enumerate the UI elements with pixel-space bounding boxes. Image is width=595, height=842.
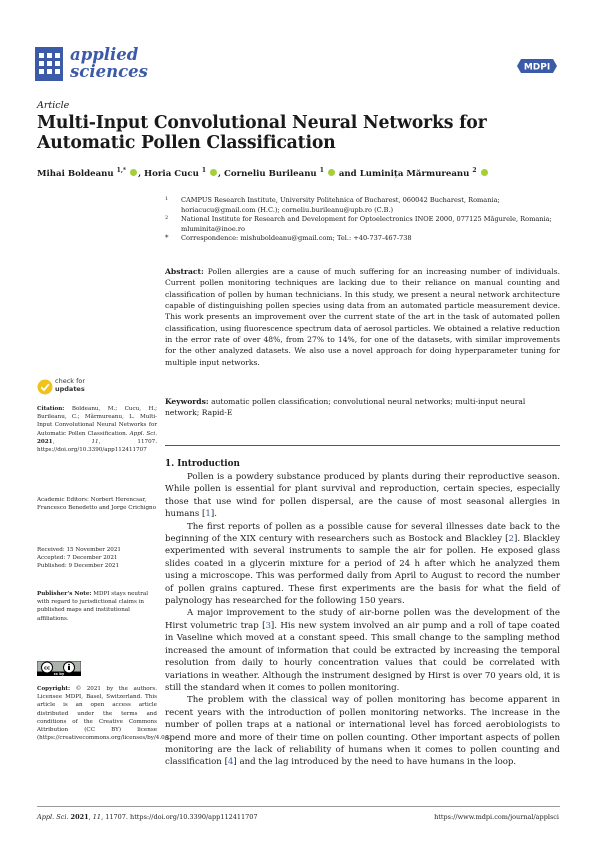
journal-logo-icon: [35, 47, 63, 81]
published-date: Published: 9 December 2021: [37, 563, 120, 570]
footer-divider: [37, 806, 560, 807]
svg-text:cc: cc: [44, 665, 50, 672]
abstract-text: Pollen allergies are a cause of much suffering for an increasing number of individuals. Current pollen monitoring techniques are lacking due to their reliance on manual counting and classification of pollen by human technicians. In this study, we present a neural network architecture capable of distinguishing pollen species using data from an automated particle measurement device. This work presents an improvement over the current state of the art in the task of automated pollen classification, using fluorescence spectrum data of aerosol particles. We obtained a relative reduction in the error rate of over 48%, from 27% to 14%, for one of the datasets, with similar improvements for the other analyzed datasets. We also use a novel approach for doing hyperparameter tuning for multiple input networks.: [165, 267, 560, 367]
accepted-date: Accepted: 7 December 2021: [37, 555, 118, 562]
orcid-icon[interactable]: [481, 169, 488, 176]
affiliations: [165, 196, 560, 244]
affiliation-mark: *: [165, 234, 169, 243]
paper-title: Multi-Input Convolutional Neural Networks for Automatic Pollen Classification: [37, 113, 487, 153]
author-list: [37, 167, 489, 179]
cc-by-license-icon[interactable]: [37, 661, 81, 676]
footer-journal-url[interactable]: https://www.mdpi.com/journal/applsci: [434, 813, 559, 821]
body-paragraph: [165, 471, 560, 521]
affiliation-mark: 1: [165, 196, 169, 202]
footer-doi[interactable]: 11707. https://doi.org/10.3390/app112411707: [105, 813, 258, 821]
author-separator: and: [335, 168, 360, 179]
keywords-label: Keywords:: [165, 397, 209, 406]
check-updates-label: [55, 378, 85, 393]
correspondence-item: [165, 234, 560, 244]
citation-block: Citation: Boldeanu, M.; Cucu, H.; Burileanu, C.; Mărmureanu, L. Multi-Input Convolutional Neural Networks for Automatic Pollen Classification. Appl. Sci. 2021, 11, 11707. https://doi.org/10.3390/app112411707: [37, 406, 158, 454]
abstract-label: Abstract:: [165, 267, 204, 276]
publisher-note-text: MDPI stays neutral with regard to jurisdictional claims in published maps and institutional affiliations.: [37, 591, 149, 622]
section-divider: [165, 445, 560, 446]
paragraph-text: A major improvement to the study of air-borne pollen was the development of the Hirst volumetric trap [: [165, 608, 560, 631]
body-paragraph: [165, 521, 560, 608]
author-name: Horia Cucu: [144, 168, 199, 179]
paragraph-text: ].: [210, 509, 217, 520]
author-affil-mark: 1,*: [116, 167, 127, 174]
footer-citation: Appl. Sci. 2021, 11, 11707. https://doi.org/10.3390/app112411707: [37, 813, 258, 821]
paragraph-text: The problem with the classical way of pollen monitoring has become apparent in recent years with the introduction of pollen monitoring networks. The increase in the number of pollen traps at a national or international level has forced aerobiologists to spend more and more of their time on pollen counting. Other important aspects of pollen monitoring are the lack of reliability of humans when it comes to pollen counting and classification [: [165, 695, 560, 768]
orcid-icon[interactable]: [130, 169, 137, 176]
citation-volume: 11: [91, 438, 99, 445]
check-updates-line1: check for: [55, 377, 86, 385]
section-heading: 1. Introduction: [165, 459, 240, 469]
keywords-text: automatic pollen classification; convolutional neural networks; multi-input neural network; Rapid-E: [165, 397, 526, 418]
mdpi-logo-icon: [517, 59, 557, 73]
author-separator: ,: [218, 168, 224, 179]
footer-journal: Appl. Sci.: [37, 813, 69, 821]
journal-name: [70, 46, 148, 80]
footer-volume: 11: [92, 813, 102, 821]
copyright-label: Copyright:: [37, 686, 71, 692]
author-name: Corneliu Burileanu: [224, 168, 317, 179]
affiliation-text: National Institute for Research and Development for Optoelectronics INOE 2000, 077125 Măgurele, Romania; mluminita@inoe.ro: [181, 215, 552, 233]
abstract: [165, 266, 560, 368]
academic-editors: Academic Editors: Norbert Herencsar, Francesco Benedetto and Jorge Crichigno: [37, 497, 157, 512]
paragraph-text: ]. His new system involved an air pump and a roll of tape coated in Vaseline which moved at a constant speed. This small change to the sampling method increased the amount of information that could be extracted by increasing the temporal resolution from daily to hourly concentration values that could be correlated with variations in weather. Although the instrument designed by Hirst is over 70 years old, it is still the standard when it comes to pollen monitoring.: [165, 620, 560, 693]
svg-text:cc by: cc by: [53, 672, 65, 676]
body-paragraph: [165, 607, 560, 694]
paragraph-text: ] and the lag introduced by the need to have humans in the loop.: [233, 757, 517, 768]
affiliation-item: [165, 215, 560, 234]
publisher-note-label: Publisher’s Note:: [37, 591, 92, 597]
svg-text:MDPI: MDPI: [523, 62, 551, 73]
citation-journal: Appl. Sci.: [129, 430, 157, 437]
paragraph-text: Pollen is a powdery substance produced by plants during their reproductive season. While pollen is essential for plant survival and reproduction, certain species, especially those that use wind for pollen dispersal, are the cause of most seasonal allergies in humans [: [165, 472, 560, 520]
correspondence-text: Correspondence: mishuboldeanu@gmail.com; Tel.: +40-737-467-738: [181, 234, 412, 243]
journal-name-line2: sciences: [70, 62, 148, 81]
citation-link[interactable]: 3: [265, 620, 271, 631]
citation-link[interactable]: 2: [508, 534, 514, 545]
affiliation-text: CAMPUS Research Institute, University Politehnica of Bucharest, 060042 Bucharest, Romania; horiacucu@gmail.com (H.C.); corneliu.burileanu@upb.ro (C.B.): [181, 196, 500, 214]
affiliation-item: [165, 196, 560, 215]
article-type: Article: [37, 100, 70, 111]
dates-block: [37, 546, 157, 571]
citation-year: 2021: [37, 438, 53, 445]
paragraph-text: ]. Blackley experimented with several instruments to sample the air for pollen. He exposed glass slides coated in a glycerin mixture for a period of 24 h after which he analyzed them using a microscope. This was performed daily from April to August to record the number of pollen grains captured. These first experiments are the basis for what the field of palynology has researched for the following 150 years.: [165, 534, 561, 607]
journal-name-line1: applied: [70, 45, 139, 64]
orcid-icon[interactable]: [328, 169, 335, 176]
copyright-block: [37, 685, 171, 742]
introduction-body: [165, 471, 560, 769]
body-paragraph: [165, 694, 560, 768]
paragraph-text: The first reports of pollen as a possible cause for several illnesses date back to the beginning of the XIX century with researchers such as Bostock and Blackley [: [165, 521, 560, 545]
check-for-updates-badge[interactable]: [37, 376, 137, 398]
received-date: Received: 15 November 2021: [37, 547, 121, 553]
footer-year: 2021: [70, 813, 89, 821]
citation-text: Boldeanu, M.; Cucu, H.; Burileanu, C.; Mărmureanu, L. Multi-Input Convolutional Neural Networks for Automatic Pollen Classification.: [37, 406, 158, 437]
keywords: [165, 396, 560, 419]
author-affil-mark: 1: [201, 167, 207, 174]
author-affil-mark: 1: [319, 167, 324, 174]
publisher-note: [37, 590, 157, 623]
orcid-icon[interactable]: [210, 169, 217, 176]
check-updates-line2: updates: [55, 384, 85, 393]
check-updates-icon: [37, 379, 53, 395]
copyright-text: © 2021 by the authors. Licensee MDPI, Basel, Switzerland. This article is an open access article distributed under the terms and conditions of the Creative Commons Attribution (CC BY) license (https://creativecommons.org/licenses/by/4.0/).: [37, 686, 171, 742]
citation-link[interactable]: 1: [205, 509, 211, 520]
citation-label: Citation:: [37, 406, 65, 412]
citation-link[interactable]: 4: [227, 757, 234, 768]
author-name: Luminița Mărmureanu: [359, 168, 470, 179]
affiliation-mark: 2: [165, 215, 169, 222]
author-name: Mihai Boldeanu: [37, 168, 114, 179]
citation-doi[interactable]: 11707. https://doi.org/10.3390/app112411707: [37, 438, 157, 454]
author-separator: ,: [138, 168, 145, 179]
author-affil-mark: 2: [472, 167, 477, 174]
